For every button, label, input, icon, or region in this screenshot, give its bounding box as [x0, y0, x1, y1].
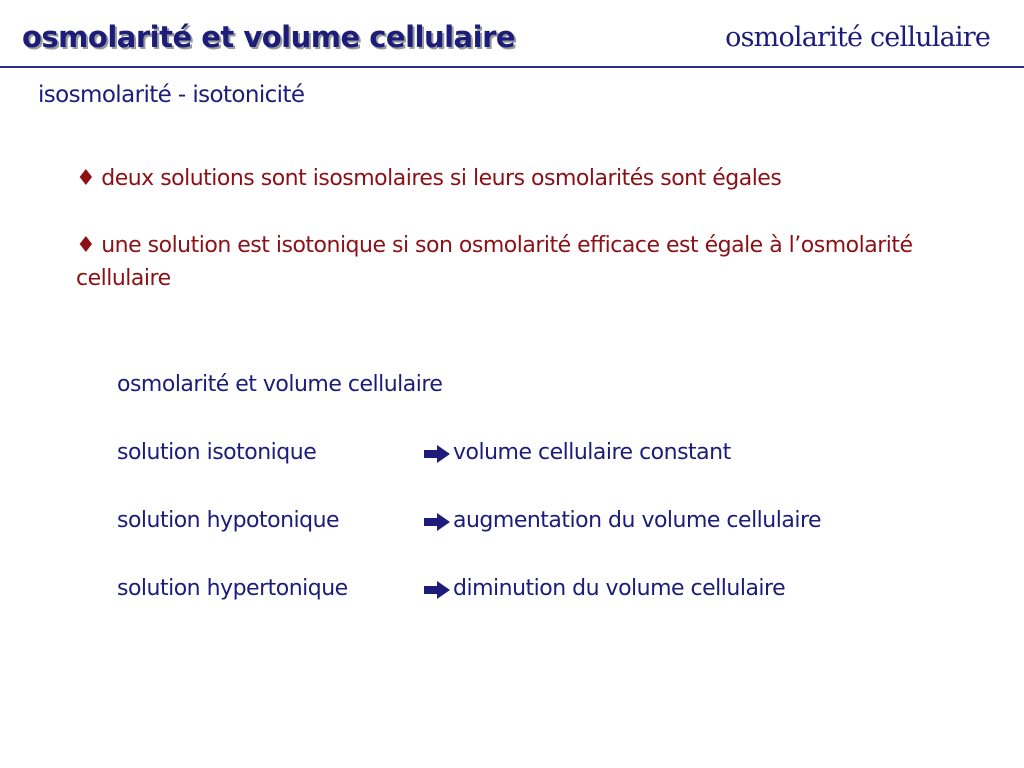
definition-item [76, 162, 956, 195]
relation-result: augmentation du volume cellulaire [453, 508, 822, 533]
relation-condition: solution isotonique [117, 440, 317, 465]
right-arrow-icon [423, 580, 451, 600]
section-title: osmolarité cellulaire [725, 22, 990, 53]
slide-title: osmolarité et volume cellulaire [22, 20, 516, 54]
definition-text: deux solutions sont isosmolaires si leurs osmolarités sont égales [101, 166, 782, 191]
definition-text: une solution est isotonique si son osmolarité efficace est égale à l’osmolarité cellulaire [76, 233, 913, 291]
definition-list [76, 162, 956, 329]
slide-subtitle: isosmolarité - isotonicité [38, 82, 305, 108]
relation-result: volume cellulaire constant [453, 440, 731, 465]
relation-result: diminution du volume cellulaire [453, 576, 786, 601]
relation-condition: solution hypotonique [117, 508, 340, 533]
right-arrow-icon [423, 444, 451, 464]
relations-block [117, 368, 822, 601]
definition-item [76, 229, 956, 295]
diamond-bullet-icon: ♦ [76, 166, 96, 191]
header-divider [0, 66, 1024, 68]
relations-heading: osmolarité et volume cellulaire [117, 372, 443, 397]
diamond-bullet-icon: ♦ [76, 233, 96, 258]
right-arrow-icon [423, 512, 451, 532]
relation-condition: solution hypertonique [117, 576, 348, 601]
